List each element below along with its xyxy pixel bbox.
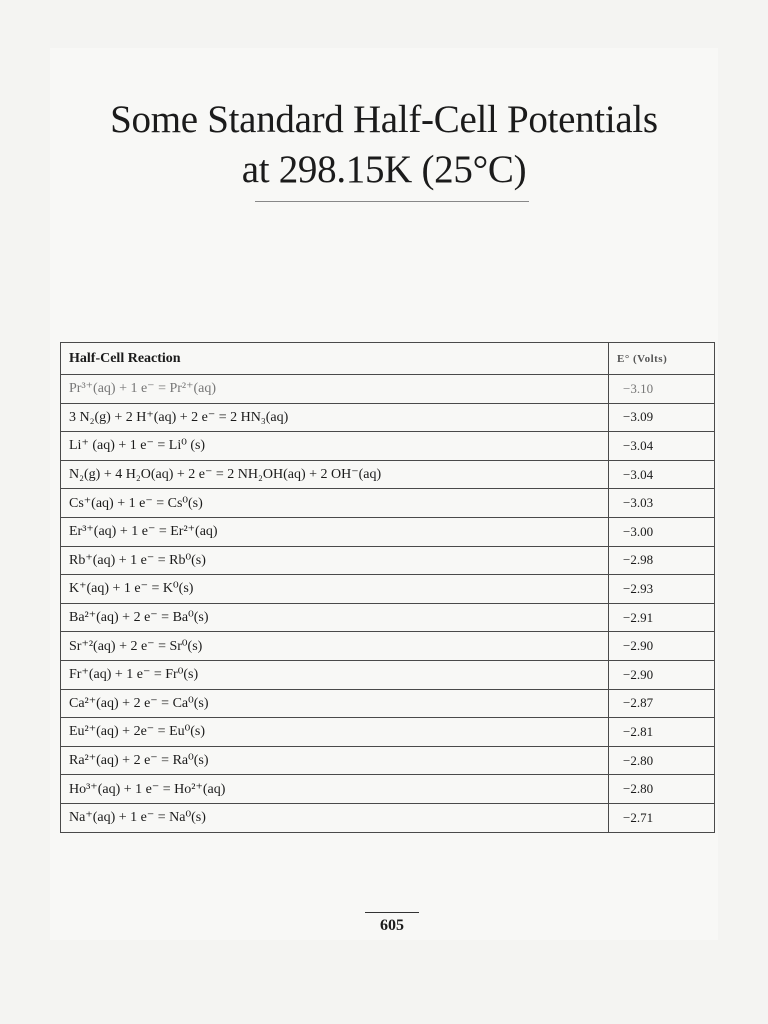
table-row bbox=[61, 803, 715, 832]
potential-cell: −2.93 bbox=[609, 575, 715, 604]
table-row bbox=[61, 375, 715, 404]
potential-cell: −2.80 bbox=[609, 746, 715, 775]
reaction-cell: Pr³⁺(aq) + 1 e⁻ = Pr²⁺(aq) bbox=[61, 375, 609, 404]
reaction-cell: Fr⁺(aq) + 1 e⁻ = Fr⁰(s) bbox=[61, 660, 609, 689]
reaction-cell: Ba²⁺(aq) + 2 e⁻ = Ba⁰(s) bbox=[61, 603, 609, 632]
reaction-cell: Ra²⁺(aq) + 2 e⁻ = Ra⁰(s) bbox=[61, 746, 609, 775]
table-row bbox=[61, 746, 715, 775]
reaction-cell: Ho³⁺(aq) + 1 e⁻ = Ho²⁺(aq) bbox=[61, 775, 609, 804]
page-title-line-1: Some Standard Half-Cell Potentials bbox=[110, 98, 658, 141]
table-row bbox=[61, 718, 715, 747]
potential-cell: −3.00 bbox=[609, 517, 715, 546]
table-row bbox=[61, 403, 715, 432]
reaction-cell: Li⁺ (aq) + 1 e⁻ = Li⁰ (s) bbox=[61, 432, 609, 461]
page-number-rule bbox=[365, 912, 419, 913]
reaction-cell: Sr⁺²(aq) + 2 e⁻ = Sr⁰(s) bbox=[61, 632, 609, 661]
potential-cell: −2.98 bbox=[609, 546, 715, 575]
page-number: 605 bbox=[380, 917, 404, 934]
table-row bbox=[61, 432, 715, 461]
table-row bbox=[61, 775, 715, 804]
potential-cell: −3.03 bbox=[609, 489, 715, 518]
table-row bbox=[61, 489, 715, 518]
potential-cell: −3.04 bbox=[609, 460, 715, 489]
potential-cell: −2.90 bbox=[609, 632, 715, 661]
potential-cell: −2.80 bbox=[609, 775, 715, 804]
reaction-cell: Er³⁺(aq) + 1 e⁻ = Er²⁺(aq) bbox=[61, 517, 609, 546]
reaction-cell: N₂(g) + 4 H₂O(aq) + 2 e⁻ = 2 NH₂OH(aq) + 2 OH⁻(aq) bbox=[61, 460, 609, 489]
table-row bbox=[61, 575, 715, 604]
potential-cell: −2.90 bbox=[609, 660, 715, 689]
half-cell-potentials-table bbox=[60, 342, 715, 833]
table-row bbox=[61, 460, 715, 489]
table-row bbox=[61, 660, 715, 689]
potential-cell: −2.71 bbox=[609, 803, 715, 832]
reaction-cell: Rb⁺(aq) + 1 e⁻ = Rb⁰(s) bbox=[61, 546, 609, 575]
reaction-cell: Ca²⁺(aq) + 2 e⁻ = Ca⁰(s) bbox=[61, 689, 609, 718]
reaction-cell: Cs⁺(aq) + 1 e⁻ = Cs⁰(s) bbox=[61, 489, 609, 518]
table-row bbox=[61, 689, 715, 718]
table-row bbox=[61, 632, 715, 661]
potential-cell: −2.91 bbox=[609, 603, 715, 632]
potential-cell: −3.09 bbox=[609, 403, 715, 432]
header-potential: E° (Volts) bbox=[609, 343, 715, 375]
table-row bbox=[61, 517, 715, 546]
table-row bbox=[61, 546, 715, 575]
reaction-cell: Eu²⁺(aq) + 2e⁻ = Eu⁰(s) bbox=[61, 718, 609, 747]
title-rule bbox=[255, 201, 529, 202]
potential-cell: −2.87 bbox=[609, 689, 715, 718]
reaction-cell: K⁺(aq) + 1 e⁻ = K⁰(s) bbox=[61, 575, 609, 604]
header-reaction: Half-Cell Reaction bbox=[61, 343, 609, 375]
potential-cell: −3.04 bbox=[609, 432, 715, 461]
table-row bbox=[61, 603, 715, 632]
page-title-line-2: at 298.15K (25°C) bbox=[241, 148, 527, 191]
potential-cell: −2.81 bbox=[609, 718, 715, 747]
reaction-cell: 3 N₂(g) + 2 H⁺(aq) + 2 e⁻ = 2 HN₃(aq) bbox=[61, 403, 609, 432]
potential-cell: −3.10 bbox=[609, 375, 715, 404]
reaction-cell: Na⁺(aq) + 1 e⁻ = Na⁰(s) bbox=[61, 803, 609, 832]
table-header-row bbox=[61, 343, 715, 375]
